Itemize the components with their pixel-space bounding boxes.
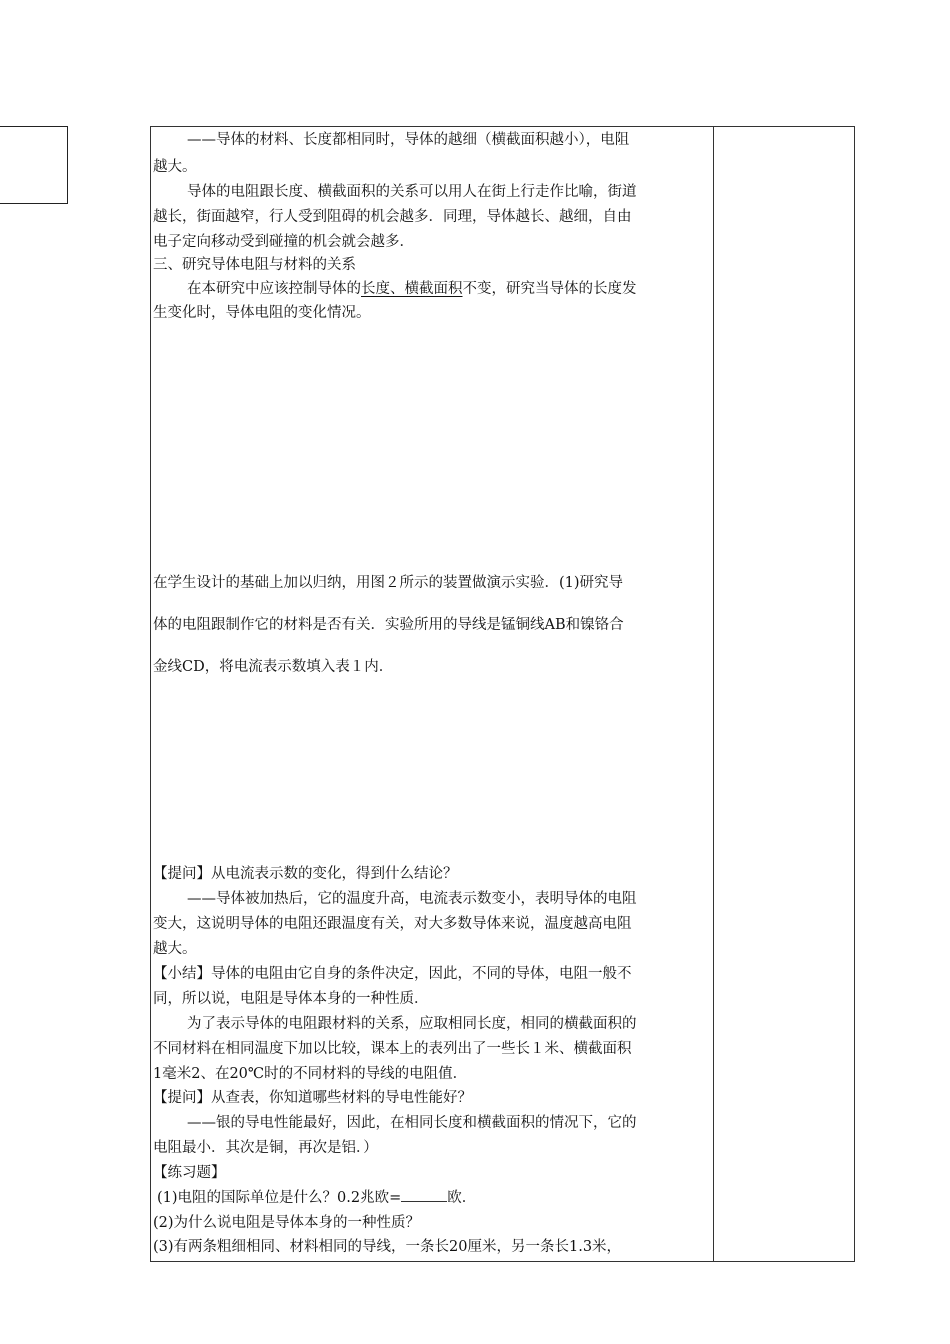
text-line: 在学生设计的基础上加以归纳，用图２所示的装置做演示实验．(1)研究导 <box>153 575 624 591</box>
underlined-term: 长度、横截面积 <box>361 281 463 297</box>
text-line: 为了表示导体的电阻跟材料的关系，应取相同长度，相同的横截面积的 <box>187 1016 637 1032</box>
question-heading: 【提问】从电流表示数的变化，得到什么结论？ <box>153 866 458 882</box>
text-line: 不同材料在相同温度下加以比较，课本上的表列出了一些长１米、横截面积 <box>153 1041 632 1057</box>
section-heading: 三、研究导体电阻与材料的关系 <box>153 257 356 273</box>
question-heading: 【提问】从查表，你知道哪些材料的导电性能好？ <box>153 1090 472 1106</box>
text-segment: (1)电阻的国际单位是什么？0.2兆欧= <box>157 1190 402 1206</box>
text-line: 体的电阻跟制作它的材料是否有关．实验所用的导线是锰铜线AB和镍铬合 <box>153 617 624 633</box>
text-line: 越长，街面越窄，行人受到阻碍的机会越多．同理，导体越长、越细，自由 <box>153 209 632 225</box>
text-line: 1毫米2、在20℃时的不同材料的导线的电阻值． <box>153 1066 468 1082</box>
column-divider <box>713 127 714 1261</box>
summary-heading: 【小结】导体的电阻由它自身的条件决定，因此，不同的导体，电阻一般不 <box>153 966 632 982</box>
text-line: 导体的电阻跟长度、横截面积的关系可以用人在街上行走作比喻，街道 <box>187 184 637 200</box>
text-line: 生变化时，导体电阻的变化情况。 <box>153 305 371 321</box>
text-line: 越大。 <box>153 159 197 175</box>
lesson-content <box>153 127 709 1261</box>
text-line: 电阻最小．其次是铜，再次是铝．） <box>153 1140 378 1156</box>
text-line: 同，所以说，电阻是导体本身的一种性质． <box>153 991 429 1007</box>
exercise-item: (2)为什么说电阻是导体本身的一种性质？ <box>153 1215 421 1231</box>
exercise-item <box>157 1188 476 1208</box>
exercise-heading: 【练习题】 <box>153 1165 226 1181</box>
text-segment: 在本研究中应该控制导体的 <box>187 281 361 297</box>
exercise-item: (3)有两条粗细相同、材料相同的导线，一条长20厘米，另一条长1.3米， <box>153 1239 622 1255</box>
text-line <box>187 279 637 299</box>
answer-blank <box>401 1189 447 1202</box>
text-line: ——导体的材料、长度都相同时，导体的越细（横截面积越小），电阻 <box>187 132 630 148</box>
text-line: ——导体被加热后，它的温度升高，电流表示数变小，表明导体的电阻 <box>187 891 637 907</box>
text-segment: 欧． <box>447 1190 477 1206</box>
text-line: 电子定向移动受到碰撞的机会就会越多． <box>153 234 414 250</box>
text-line: 越大。 <box>153 941 197 957</box>
text-line: ——银的导电性能最好，因此，在相同长度和横截面积的情况下，它的 <box>187 1115 637 1131</box>
text-segment: 不变，研究当导体的长度发 <box>462 281 637 297</box>
text-line: 变大，这说明导体的电阻还跟温度有关，对大多数导体来说，温度越高电阻 <box>153 916 632 932</box>
text-line: 金线CD，将电流表示数填入表１内． <box>153 659 394 675</box>
lesson-table <box>150 126 855 1262</box>
left-margin-box <box>0 126 68 204</box>
